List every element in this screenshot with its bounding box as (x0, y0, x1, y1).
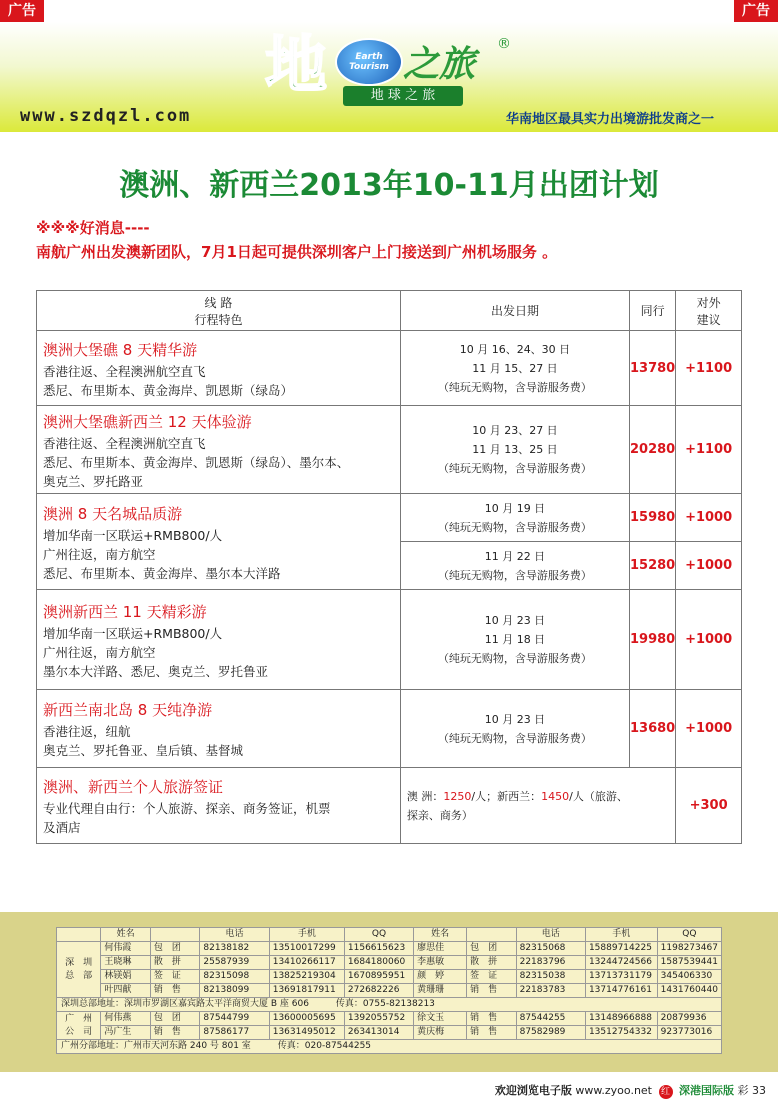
peer-price: 20280 (630, 406, 676, 494)
date-line: 10 月 23 日 (484, 614, 546, 627)
date-line: （纯玩无购物，含导游服务费） (437, 652, 592, 665)
table-row (37, 590, 742, 690)
footer-edition: 深港国际版 (679, 1084, 734, 1097)
date-cell (400, 590, 629, 690)
date-line: （纯玩无购物，含导游服务费） (437, 568, 592, 582)
table-row (37, 406, 742, 494)
page-number: 彩 33 (737, 1084, 766, 1097)
retail-markup: +1100 (676, 331, 742, 406)
route-line: 悉尼、布里斯本、黄金海岸、墨尔本大洋路 (43, 565, 281, 581)
route-name: 澳洲新西兰 11 天精彩游 (43, 602, 207, 621)
date-line: 11 月 15、27 日 (472, 361, 558, 375)
route-name: 澳洲大堡礁 8 天精华游 (43, 340, 198, 359)
table-row (37, 768, 742, 844)
address-row-shenzhen: 深圳总部地址：深圳市罗湖区嘉宾路太平洋商贸大厦 B 座 606 传真：0755-82138213 (57, 998, 722, 1012)
footer-site-link[interactable]: www.zyoo.net (575, 1084, 652, 1097)
contact-row: 叶四献 销 售 82138099 13691817911 272682226 黄珊珊 销 售 22183783 13714776161 1431760440 (57, 984, 722, 998)
header-route: 线 路 行程特色 (37, 291, 401, 331)
route-line: 专业代理自由行：个人旅游、探亲、商务签证，机票 (43, 801, 331, 816)
date-line: 11 月 22 日 (484, 549, 546, 563)
visa-price-text: 澳 洲：1250/人；新西兰：1450/人（旅游、 (406, 789, 628, 803)
retail-markup: +1100 (676, 406, 742, 494)
date-line: （纯玩无购物，含导游服务费） (437, 462, 592, 475)
retail-markup: +300 (676, 768, 742, 844)
date-line: 11 月 18 日 (484, 633, 546, 646)
date-cell (400, 406, 629, 494)
contact-row: 林镁娟 签 证 82315098 13825219304 1670895951 颜 婷 签 证 82315038 13713731179 345406330 (57, 970, 722, 984)
route-cell (37, 690, 401, 768)
route-line: 悉尼、布里斯本、黄金海岸、凯恩斯（绿岛） (43, 382, 294, 398)
date-line: 10 月 23、27 日 (472, 424, 558, 437)
logo-globe-text: Earth Tourism (349, 52, 389, 72)
date-line: 10 月 16、24、30 日 (459, 342, 571, 356)
route-line: 悉尼、布里斯本、黄金海岸、凯恩斯（绿岛）、墨尔本、 (43, 454, 350, 470)
route-line: 广州往返，南方航空 (43, 644, 156, 660)
route-cell (37, 590, 401, 690)
route-name: 澳洲 8 天名城品质游 (43, 504, 183, 523)
visa-price-text-2: 探亲、商务） (406, 808, 473, 822)
peer-price: 13680 (630, 690, 676, 768)
contact-row: 深 圳 总 部 何伟霞 包 团 82138182 13510017299 1156615623 廖思佳 包 团 82315068 15889714225 1198273467 (57, 942, 722, 956)
route-name: 澳洲大堡礁新西兰 12 天体验游 (43, 412, 252, 431)
logo-reg-mark: ® (497, 36, 511, 52)
route-line: 墨尔本大洋路、悉尼、奥克兰、罗托鲁亚 (43, 663, 269, 679)
footer-credits (495, 1082, 766, 1099)
peer-price: 13780 (630, 331, 676, 406)
group-label-shenzhen: 深 圳 总 部 (57, 942, 101, 998)
retail-markup: +1000 (676, 690, 742, 768)
date-cell (400, 690, 629, 768)
contact-table (56, 927, 722, 1054)
date-line: （纯玩无购物，含导游服务费） (437, 731, 592, 745)
ad-tag-right: 广告 (734, 0, 778, 22)
contact-row: 王晓琳 散 拼 25587939 13410266117 1684180060 李惠敏 散 拼 22183796 13244724566 1587539441 (57, 956, 722, 970)
route-line: 香港往返、全程澳洲航空直飞 (43, 435, 206, 451)
route-cell (37, 406, 401, 494)
route-name: 新西兰南北岛 8 天纯净游 (43, 701, 213, 719)
slogan: 华南地区最具实力出境游批发商之一 (506, 112, 715, 127)
route-line: 香港往返、全程澳洲航空直飞 (43, 363, 206, 379)
ad-tag-left: 广告 (0, 0, 44, 22)
logo-sub-label: 地 球 之 旅 (343, 86, 463, 106)
contact-row: 广 州 公 司 何伟燕 包 团 87544799 13600005695 1392055752 徐文玉 销 售 87544255 13148966888 20879936 (57, 1012, 722, 1026)
date-cell (400, 494, 629, 542)
news-heading: ※※※好消息---- (36, 219, 150, 237)
header-retail: 对外 建议 (676, 291, 742, 331)
retail-markup: +1000 (676, 590, 742, 690)
route-line: 及酒店 (43, 820, 81, 835)
logo-main-char: 地 (265, 28, 328, 101)
date-line: 11 月 13、25 日 (472, 443, 558, 456)
date-line: 10 月 23 日 (484, 712, 546, 726)
visa-price-au: 1250 (443, 789, 472, 803)
route-line: 增加华南一区联运+RMB800/人 (43, 625, 223, 641)
date-line: （纯玩无购物，含导游服务费） (437, 380, 592, 394)
date-line: 10 月 19 日 (484, 501, 546, 515)
peer-price: 15280 (630, 542, 676, 590)
table-row (37, 690, 742, 768)
route-cell (37, 494, 401, 590)
group-label-guangzhou: 广 州 公 司 (57, 1012, 101, 1040)
route-cell (37, 331, 401, 406)
date-line: （纯玩无购物，含导游服务费） (437, 520, 592, 534)
route-line: 增加华南一区联运+RMB800/人 (43, 527, 223, 543)
route-line: 香港往返，纽航 (43, 724, 131, 739)
website-url[interactable]: www.szdqzl.com (20, 106, 192, 126)
logo (265, 30, 525, 130)
contact-header-row: 姓名 电话 手机 QQ 姓名 电话 手机 QQ (57, 928, 722, 942)
route-line: 奥克兰、罗托鲁亚、皇后镇、基督城 (43, 743, 244, 758)
tour-table (36, 290, 742, 844)
table-row (37, 494, 742, 542)
retail-markup: +1000 (676, 542, 742, 590)
visa-price-nz: 1450 (541, 789, 570, 803)
route-line: 奥克兰、罗托路亚 (43, 473, 144, 489)
date-cell (400, 542, 629, 590)
header-date: 出发日期 (400, 291, 629, 331)
logo-script-text: 之旅 (403, 43, 476, 85)
route-cell (37, 768, 401, 844)
retail-markup: +1000 (676, 494, 742, 542)
page-title: 澳洲、新西兰2013年10-11月出团计划 (119, 168, 659, 203)
peer-price: 19980 (630, 590, 676, 690)
route-name: 澳洲、新西兰个人旅游签证 (43, 778, 224, 796)
visa-price-cell (400, 768, 675, 844)
contact-row: 冯广生 销 售 87586177 13631495012 263413014 黄庆梅 销 售 87582989 13512754332 923773016 (57, 1026, 722, 1040)
header-peer: 同行 (630, 291, 676, 331)
peer-price: 15980 (630, 494, 676, 542)
route-line: 广州往返，南方航空 (43, 546, 156, 562)
address-row-guangzhou: 广州分部地址：广州市天河东路 240 号 801 室 传真：020-87544255 (57, 1040, 722, 1054)
date-cell (400, 331, 629, 406)
footer-welcome: 欢迎浏览电子版 (494, 1084, 572, 1097)
table-header-row (37, 291, 742, 331)
news-body: 南航广州出发澳新团队，7月1日起可提供深圳客户上门接送到广州机场服务 。 (36, 243, 558, 261)
hong-badge-icon: 红 (659, 1085, 673, 1099)
table-row (37, 331, 742, 406)
